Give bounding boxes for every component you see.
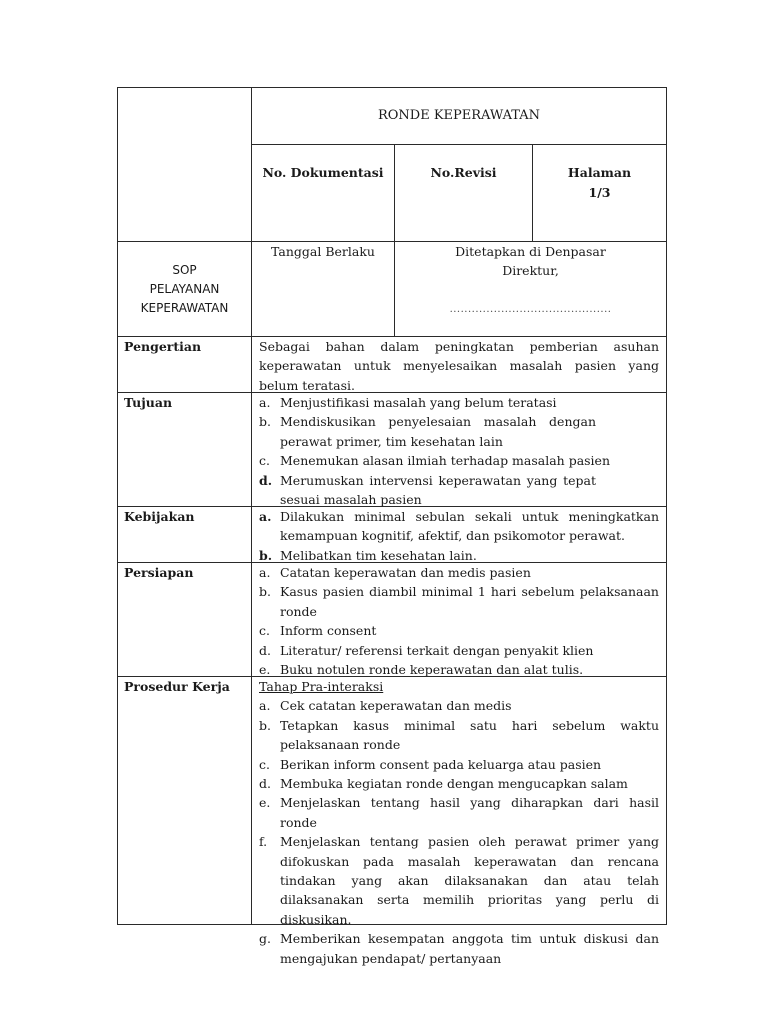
tujuan-content-cell — [251, 392, 667, 507]
kebijakan-label-cell — [117, 506, 252, 563]
tanggal-berlaku-label: Tanggal Berlaku — [271, 244, 375, 259]
document-title: RONDE KEPERAWATAN — [377, 108, 541, 123]
list-text: Menemukan alasan ilmiah terhadap masalah pasien — [280, 453, 611, 469]
no-revisi-cell — [394, 144, 533, 242]
tujuan-label: Tujuan — [124, 395, 173, 410]
list-marker: d. — [259, 776, 271, 792]
list-text: Mendiskusikan penyelesaian masalah dengan perawat primer, tim kesehatan lain — [280, 414, 596, 449]
prosedur-content-cell — [251, 676, 667, 966]
kebijakan-list — [259, 507, 659, 565]
list-marker: d. — [259, 642, 271, 658]
list-text: Menjelaskan tentang hasil yang diharapkan dari hasil ronde — [280, 795, 659, 830]
list-marker: b. — [259, 584, 271, 600]
tujuan-list — [259, 393, 658, 509]
list-marker: a. — [259, 395, 271, 410]
list-marker: a. — [259, 565, 271, 580]
list-marker: b. — [259, 414, 271, 430]
halaman-value: 1/3 — [588, 185, 611, 200]
list-item — [259, 563, 659, 582]
list-marker: a. — [259, 509, 272, 524]
ditetapkan-text: Ditetapkan di Denpasar — [455, 244, 606, 259]
sop-line-3: KEPERAWATAN — [140, 301, 229, 315]
title-cell — [251, 87, 667, 145]
list-text: Menjustifikasi masalah yang belum teratasi — [280, 395, 557, 410]
list-text: Membuka kegiatan ronde dengan mengucapkan salam — [280, 776, 628, 792]
pengertian-label: Pengertian — [124, 339, 202, 354]
persiapan-label: Persiapan — [124, 565, 194, 580]
kebijakan-content-cell — [251, 506, 667, 563]
prosedur-label-cell — [117, 676, 252, 925]
list-marker: c. — [259, 453, 270, 469]
pengertian-content-cell — [251, 336, 667, 393]
list-text: Buku notulen ronde keperawatan dan alat tulis. — [280, 662, 584, 678]
list-item — [259, 471, 658, 510]
list-text: Catatan keperawatan dan medis pasien — [280, 565, 531, 580]
list-marker: b. — [259, 717, 271, 733]
prosedur-subheading: Tahap Pra-interaksi — [259, 679, 384, 694]
list-item — [259, 451, 658, 470]
list-text: Memberikan kesempatan anggota tim untuk diskusi dan mengajukan pendapat/ pertanyaan — [280, 931, 659, 966]
list-item — [259, 774, 659, 793]
list-marker: e. — [259, 795, 271, 811]
persiapan-list — [259, 563, 659, 679]
list-text: Melibatkan tim kesehatan lain. — [280, 547, 477, 563]
list-item — [259, 582, 659, 621]
list-text: Berikan inform consent pada keluarga atau pasien — [280, 756, 602, 772]
list-text: Inform consent — [280, 623, 377, 639]
list-item — [259, 929, 659, 968]
prosedur-label: Prosedur Kerja — [124, 679, 230, 694]
list-marker: e. — [259, 662, 271, 678]
list-item — [259, 621, 659, 640]
halaman-cell — [532, 144, 667, 242]
no-dokumentasi-cell — [251, 144, 395, 242]
no-revisi-label: No.Revisi — [430, 165, 497, 180]
list-item — [259, 696, 659, 715]
list-item — [259, 716, 659, 755]
list-item — [259, 412, 658, 451]
list-item — [259, 793, 659, 832]
sop-cell — [117, 241, 252, 337]
list-text: Merumuskan intervensi keperawatan yang tepat sesuai masalah pasien — [280, 472, 596, 508]
list-marker: a. — [259, 698, 271, 714]
tanggal-berlaku-cell — [251, 241, 395, 337]
pengertian-label-cell — [117, 336, 252, 393]
list-text: Literatur/ referensi terkait dengan penyakit klien — [280, 642, 594, 658]
list-marker: c. — [259, 623, 270, 639]
list-item — [259, 641, 659, 660]
halaman-label: Halaman — [567, 165, 632, 180]
ditetapkan-cell — [394, 241, 667, 337]
pengertian-text: Sebagai bahan dalam peningkatan pemberian asuhan keperawatan untuk menyelesaikan masalah pasien yang belum teratasi. — [259, 339, 659, 393]
sop-line-2: PELAYANAN — [149, 282, 220, 296]
list-item — [259, 755, 659, 774]
list-text: Cek catatan keperawatan dan medis — [280, 698, 512, 714]
list-marker: g. — [259, 931, 271, 947]
list-text: Dilakukan minimal sebulan sekali untuk meningkatkan kemampuan kognitif, afektif, dan psikomotor perawat. — [280, 509, 659, 544]
list-text: Menjelaskan tentang pasien oleh perawat primer yang difokuskan pada masalah keperawatan dan rencana tindakan yang akan dilaksanakan dan atau telah dilaksanakan serta memilih prioritas yang perlu di diskusikan. — [280, 834, 659, 927]
signature-line: ............................................ — [449, 304, 612, 315]
list-item — [259, 393, 658, 412]
list-text: Tetapkan kasus minimal satu hari sebelum waktu pelaksanaan ronde — [280, 717, 659, 753]
list-text: Kasus pasien diambil minimal 1 hari sebelum pelaksanaan ronde — [280, 584, 659, 619]
list-marker: d. — [259, 472, 273, 488]
persiapan-content-cell — [251, 562, 667, 677]
persiapan-label-cell — [117, 562, 252, 677]
tujuan-label-cell — [117, 392, 252, 507]
kebijakan-label: Kebijakan — [124, 509, 195, 524]
list-marker: c. — [259, 756, 270, 772]
logo-cell — [117, 87, 252, 242]
sop-line-1: SOP — [172, 263, 197, 277]
no-dokumentasi-label: No. Dokumentasi — [262, 165, 384, 180]
list-marker: f. — [259, 834, 268, 850]
prosedur-list — [259, 677, 659, 968]
list-item — [259, 507, 659, 546]
direktur-text: Direktur, — [502, 263, 559, 278]
list-item — [259, 832, 659, 929]
list-marker: b. — [259, 547, 273, 563]
